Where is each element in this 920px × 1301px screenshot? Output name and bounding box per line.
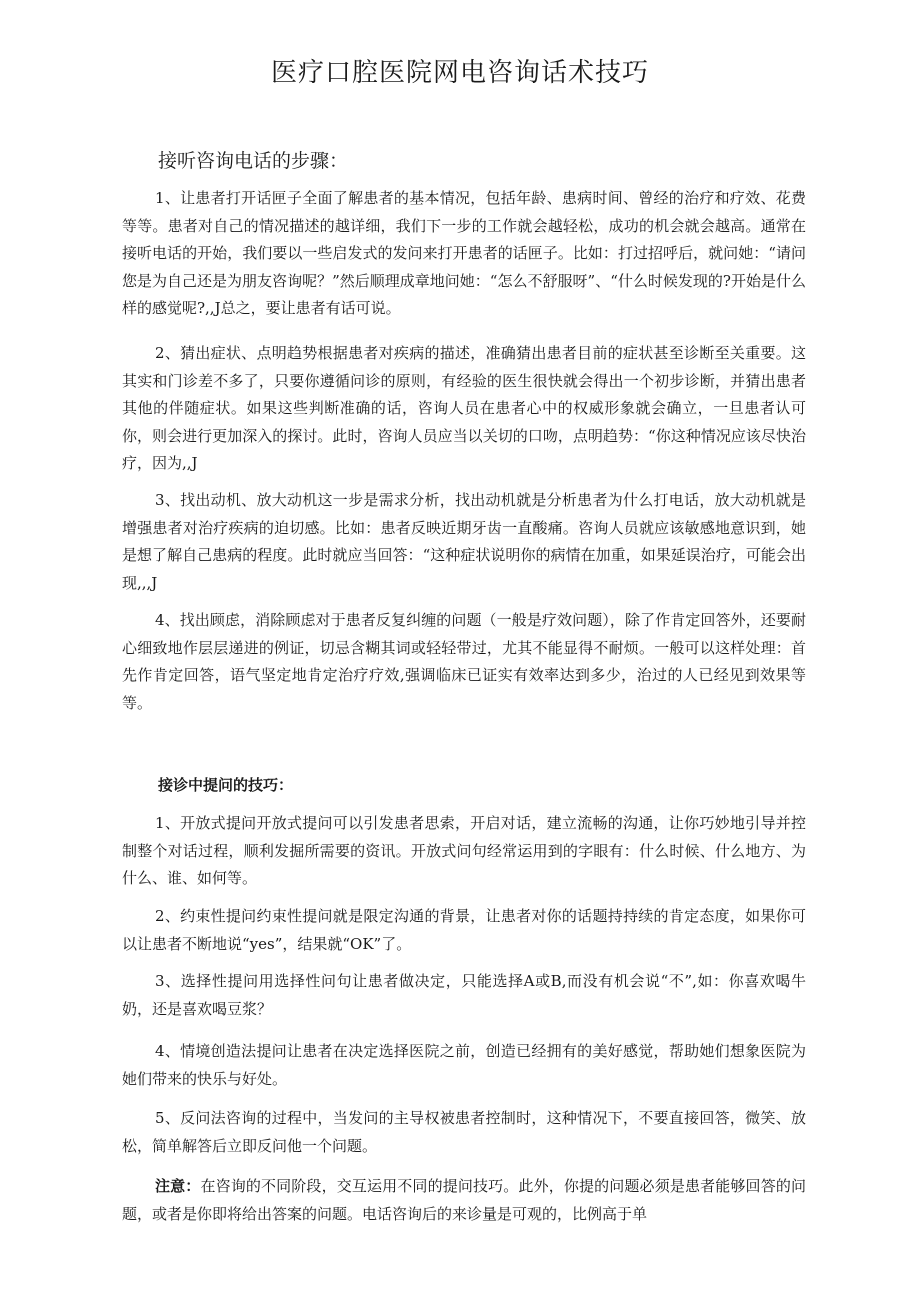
document-title: 医疗口腔医院网电咨询话术技巧 — [270, 58, 649, 88]
paragraph-step-4: 4、找出顾虑，消除顾虑对于患者反复纠缠的问题（一般是疗效问题），除了作肯定回答外，还要耐心细致地作层层递进的例证，切忌含糊其词或轻轻带过，尤其不能显得不耐烦。一般可以这样处理：首先作肯定回答，语气坚定地肯定治疗疗效,强调临床已证实有效率达到多少，治过的人已经见到效果等等。 — [122, 611, 806, 712]
paragraph-note — [122, 1173, 806, 1228]
paragraph-technique-3: 3、选择性提问用选择性问句让患者做决定，只能选择A或B,而没有机会说“不”,如：你喜欢喝牛奶，还是喜欢喝豆浆？ — [122, 972, 806, 1018]
paragraph-step-3: 3、找出动机、放大动机这一步是需求分析，找出动机就是分析患者为什么打电话，放大动机就是增强患者对治疗疾病的迫切感。比如：患者反映近期牙齿一直酸痛。咨询人员就应该敏感地意识到，她是想了解自己患病的程度。此时就应当回答：“这种症状说明你的病情在加重，如果延误治疗，可能会出现,,,J — [122, 491, 806, 592]
paragraph-technique-2: 2、约束性提问约束性提问就是限定沟通的背景，让患者对你的话题持持续的肯定态度，如果你可以让患者不断地说“yes”，结果就“OK”了。 — [122, 907, 806, 953]
section-heading-call-steps: 接听咨询电话的步骤： — [158, 150, 349, 172]
paragraph-step-2: 2、猜出症状、点明趋势根据患者对疾病的描述，准确猜出患者目前的症状甚至诊断至关重要。这其实和门诊差不多了，只要你遵循问诊的原则，有经验的医生很快就会得出一个初步诊断，并猜出患者其他的伴随症状。如果这些判断准确的话，咨询人员在患者心中的权威形象就会确立，一旦患者认可你，则会进行更加深入的探讨。此时，咨询人员应当以关切的口吻，点明趋势：“你这种情况应该尽快治疗，因为,,J — [122, 344, 806, 472]
paragraph-technique-4: 4、情境创造法提问让患者在决定选择医院之前，创造已经拥有的美好感觉，帮助她们想象医院为她们带来的快乐与好处。 — [122, 1042, 806, 1088]
paragraph-technique-5: 5、反问法咨询的过程中，当发问的主导权被患者控制时，这种情况下，不要直接回答，微笑、放松，简单解答后立即反问他一个问题。 — [122, 1109, 806, 1155]
note-text: 在咨询的不同阶段，交互运用不同的提问技巧。此外，你提的问题必须是患者能够回答的问题，或者是你即将给出答案的问题。电话咨询后的来诊量是可观的，比例高于单 — [122, 1177, 806, 1223]
paragraph-technique-1: 1、开放式提问开放式提问可以引发患者思索，开启对话，建立流畅的沟通，让你巧妙地引导并控制整个对话过程，顺利发掘所需要的资讯。开放式问句经常运用到的字眼有：什么时候、什么地方、为什么、谁、如何等。 — [122, 814, 806, 887]
section-heading-questioning-skills: 接诊中提问的技巧： — [158, 776, 294, 794]
paragraph-step-1: 1、让患者打开话匣子全面了解患者的基本情况，包括年龄、患病时间、曾经的治疗和疗效、花费等等。患者对自己的情况描述的越详细，我们下一步的工作就会越轻松，成功的机会就会越高。通常在接听电话的开始，我们要以一些启发式的发问来打开患者的话匣子。比如：打过招呼后，就问她：“请问您是为自己还是为朋友咨询呢？”然后顺理成章地问她：“怎么不舒服呀”、“什么时候发现的?开始是什么样的感觉呢?,,J总之，要让患者有话可说。 — [122, 189, 806, 317]
note-label: 注意： — [155, 1177, 201, 1195]
